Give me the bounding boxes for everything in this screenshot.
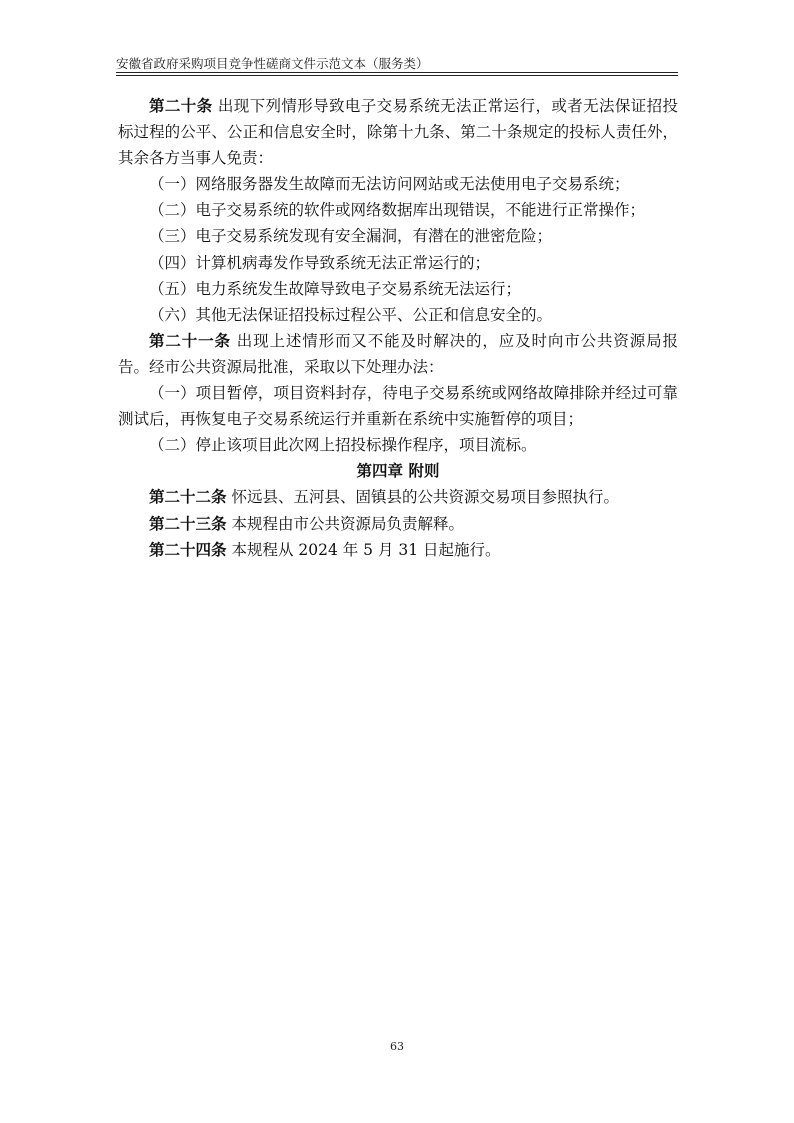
document-body [118,93,678,563]
chapter-4-title: 第四章 附则 [356,462,440,481]
header-rule-bottom [116,75,678,76]
page-number: 63 [390,1040,404,1053]
article-24 [118,537,678,563]
header-rule-top [116,72,678,73]
article-20-text: 出现下列情形导致电子交易系统无法正常运行，或者无法保证招投标过程的公平、公正和信息安全时，除第十九条、第二十条规定的投标人责任外，其余各方当事人免责： [118,97,678,168]
article-20-item-5: （五）电力系统发生故障导致电子交易系统无法运行； [149,279,522,298]
running-header: 安徽省政府采购项目竞争性磋商文件示范文本（服务类） [116,56,429,71]
article-24-text: 本规程从 2024 年 5 月 31 日起施行。 [226,540,501,559]
article-22-text: 怀远县、五河县、固镇县的公共资源交易项目参照执行。 [226,488,619,507]
article-20-number: 第二十条 [149,97,213,115]
article-21-item-2: （二）停止该项目此次网上招投标操作程序，项目流标。 [149,436,537,455]
article-22-number: 第二十二条 [149,488,227,507]
article-20-item-6: （六）其他无法保证招投标过程公平、公正和信息安全的。 [149,305,553,324]
article-23-number: 第二十三条 [149,514,227,533]
article-20 [118,93,678,171]
article-21-number: 第二十一条 [149,331,231,350]
article-23-text: 本规程由市公共资源局负责解释。 [226,514,464,533]
article-20-item-3: （三）电子交易系统发现有安全漏洞，有潜在的泄密危险； [149,227,553,246]
article-21-item-1: （一）项目暂停，项目资料封存，待电子交易系统或网络故障排除并经过可靠测试后，再恢复电子交易系统运行并重新在系统中实施暂停的项目； [118,384,678,429]
article-21-text: 出现上述情形而又不能及时解决的，应及时向市公共资源局报告。经市公共资源局批准，采取以下处理办法： [118,331,678,376]
article-20-item-1: （一）网络服务器发生故障而无法访问网站或无法使用电子交易系统； [149,175,630,194]
article-23 [118,511,678,537]
article-21 [118,328,678,380]
article-20-item-2: （二）电子交易系统的软件或网络数据库出现错误，不能进行正常操作； [149,201,646,220]
article-24-number: 第二十四条 [149,540,227,559]
article-20-item-4: （四）计算机病毒发作导致系统无法正常运行的； [149,253,491,272]
article-22 [118,484,678,510]
